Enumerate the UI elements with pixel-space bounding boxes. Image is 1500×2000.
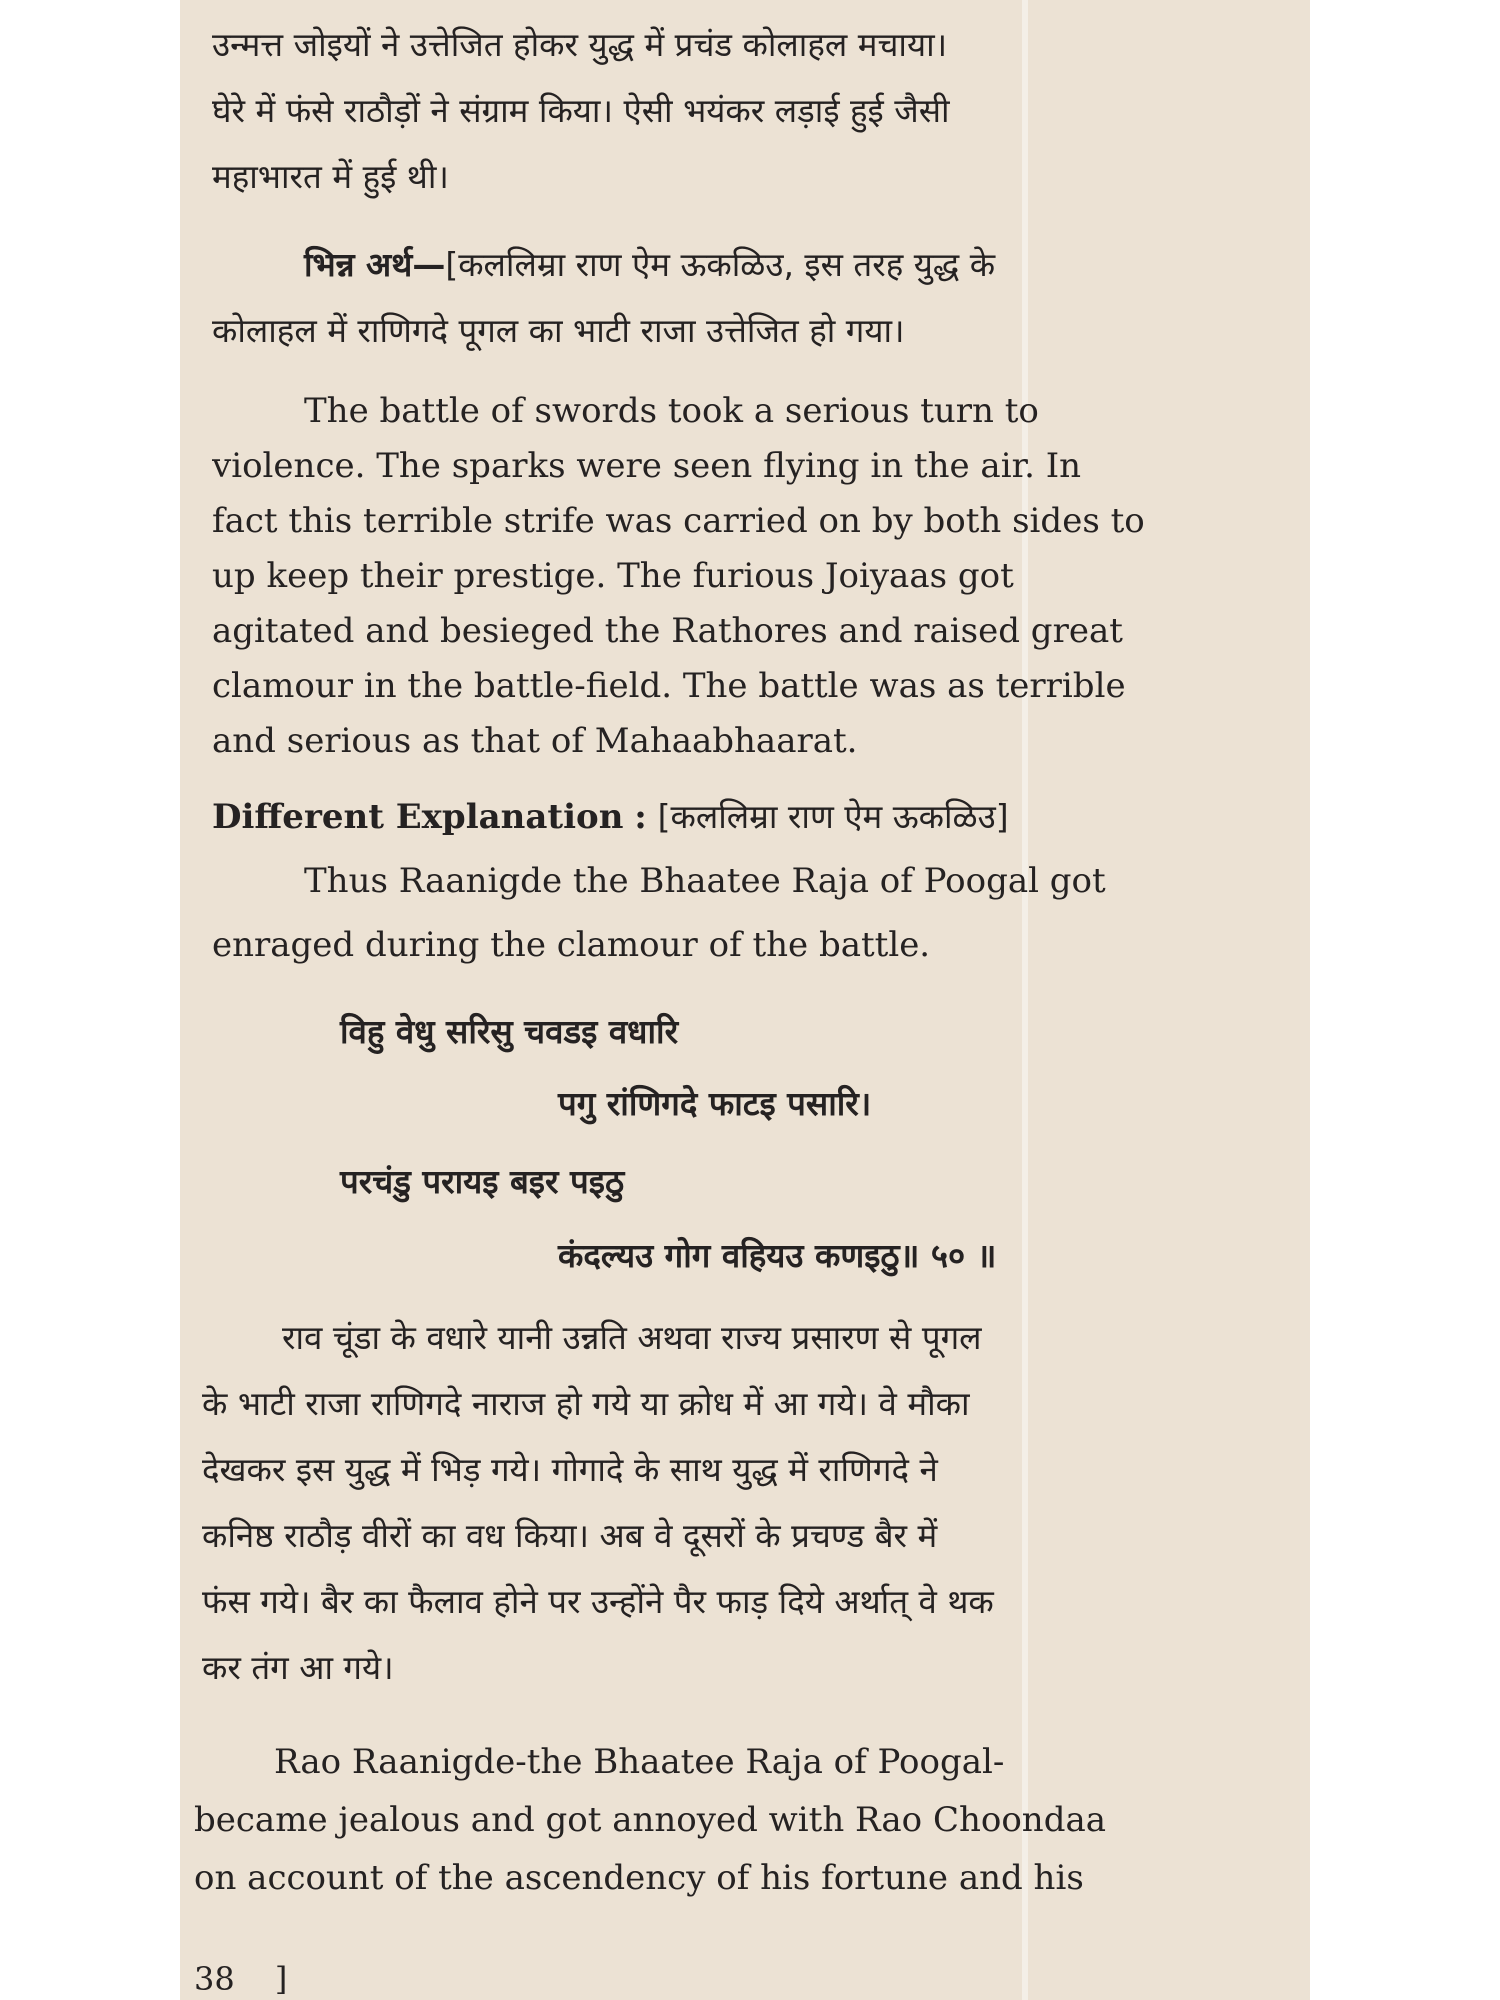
text-line: fact this terrible strife was carried on by both sides to [212, 501, 1145, 541]
text-line: महाभारत में हुई थी। [212, 157, 449, 196]
text-line: on account of the ascendency of his fortune and his [194, 1858, 1084, 1898]
text-line: clamour in the battle-field. The battle was as terrible [212, 666, 1126, 706]
text-line [212, 788, 1282, 846]
text-line: देखकर इस युद्ध में भिड़ गये। गोगादे के साथ युद्ध में राणिगदे ने [202, 1450, 938, 1489]
label-separator: : [634, 797, 647, 837]
text-line: कर तंग आ गये। [202, 1648, 394, 1687]
page-number: 38 [194, 1960, 235, 1998]
hindi-paragraph-1 [212, 12, 1282, 210]
text-line: became jealous and got annoyed with Rao Choondaa [194, 1800, 1107, 1840]
hindi-paragraph-2 [202, 1305, 1282, 1701]
text-line: Rao Raanigde-the Bhaatee Raja of Poogal- [274, 1742, 1005, 1782]
different-explanation-label: Different Explanation [212, 797, 624, 837]
text-line: कनिष्ठ राठौड़ वीरों का वध किया। अब वे दूसरों के प्रचण्ड बैर में [202, 1516, 938, 1555]
text-line: कोलाहल में राणिगदे पूगल का भाटी राजा उत्तेजित हो गया। [212, 311, 905, 350]
alternate-meaning-label: भिन्न अर्थ— [304, 245, 446, 284]
english-paragraph-2 [194, 1733, 1274, 1907]
text-line: agitated and besieged the Rathores and raised great [212, 611, 1123, 651]
text-line: Thus Raanigde the Bhaatee Raja of Poogal got [304, 861, 1106, 901]
text-line: up keep their prestige. The furious Joiyaas got [212, 556, 1014, 596]
alternate-meaning-text: [कललिम्रा राण ऐम ऊकळिउ, इस तरह युद्ध के [445, 245, 996, 284]
text-line: राव चूंडा के वधारे यानी उन्नति अथवा राज्य प्रसारण से पूगल [282, 1318, 982, 1357]
text-line: घेरे में फंसे राठौड़ों ने संग्राम किया। ऐसी भयंकर लड़ाई हुई जैसी [212, 91, 950, 130]
page-footer [194, 1960, 287, 1998]
text-line: उन्मत्त जोइयों ने उत्तेजित होकर युद्ध में प्रचंड कोलाहल मचाया। [212, 25, 948, 64]
text-line: The battle of swords took a serious turn to [304, 391, 1039, 431]
text-line: enraged during the clamour of the battle. [212, 925, 931, 965]
verse-line-2: पगु रांणिगदे फाटइ पसारि। [558, 1084, 872, 1123]
book-page [180, 0, 1310, 2000]
verse-line-1: विहु वेधु सरिसु चवडइ वधारि [340, 1012, 679, 1051]
verse-line-3: परचंडु परायइ बइर पइठु [340, 1162, 625, 1201]
text-line: and serious as that of Mahaabhaarat. [212, 721, 858, 761]
text-line [212, 232, 1282, 298]
hindi-quote: [कललिम्रा राण ऐम ऊकळिउ] [657, 797, 1009, 836]
different-explanation [212, 788, 1282, 974]
text-line: के भाटी राजा राणिगदे नाराज हो गये या क्रोध में आ गये। वे मौका [202, 1384, 970, 1423]
english-paragraph-1 [212, 384, 1282, 769]
verse-line-4: कंदल्यउ गोग वहियउ कणइठु॥ ५० ॥ [558, 1236, 997, 1275]
closing-bracket: ] [274, 1960, 288, 1998]
text-line: violence. The sparks were seen flying in the air. In [212, 446, 1082, 486]
hindi-alternate-meaning [212, 232, 1282, 364]
text-line: फंस गये। बैर का फैलाव होने पर उन्होंने पैर फाड़ दिये अर्थात् वे थक [202, 1582, 994, 1621]
